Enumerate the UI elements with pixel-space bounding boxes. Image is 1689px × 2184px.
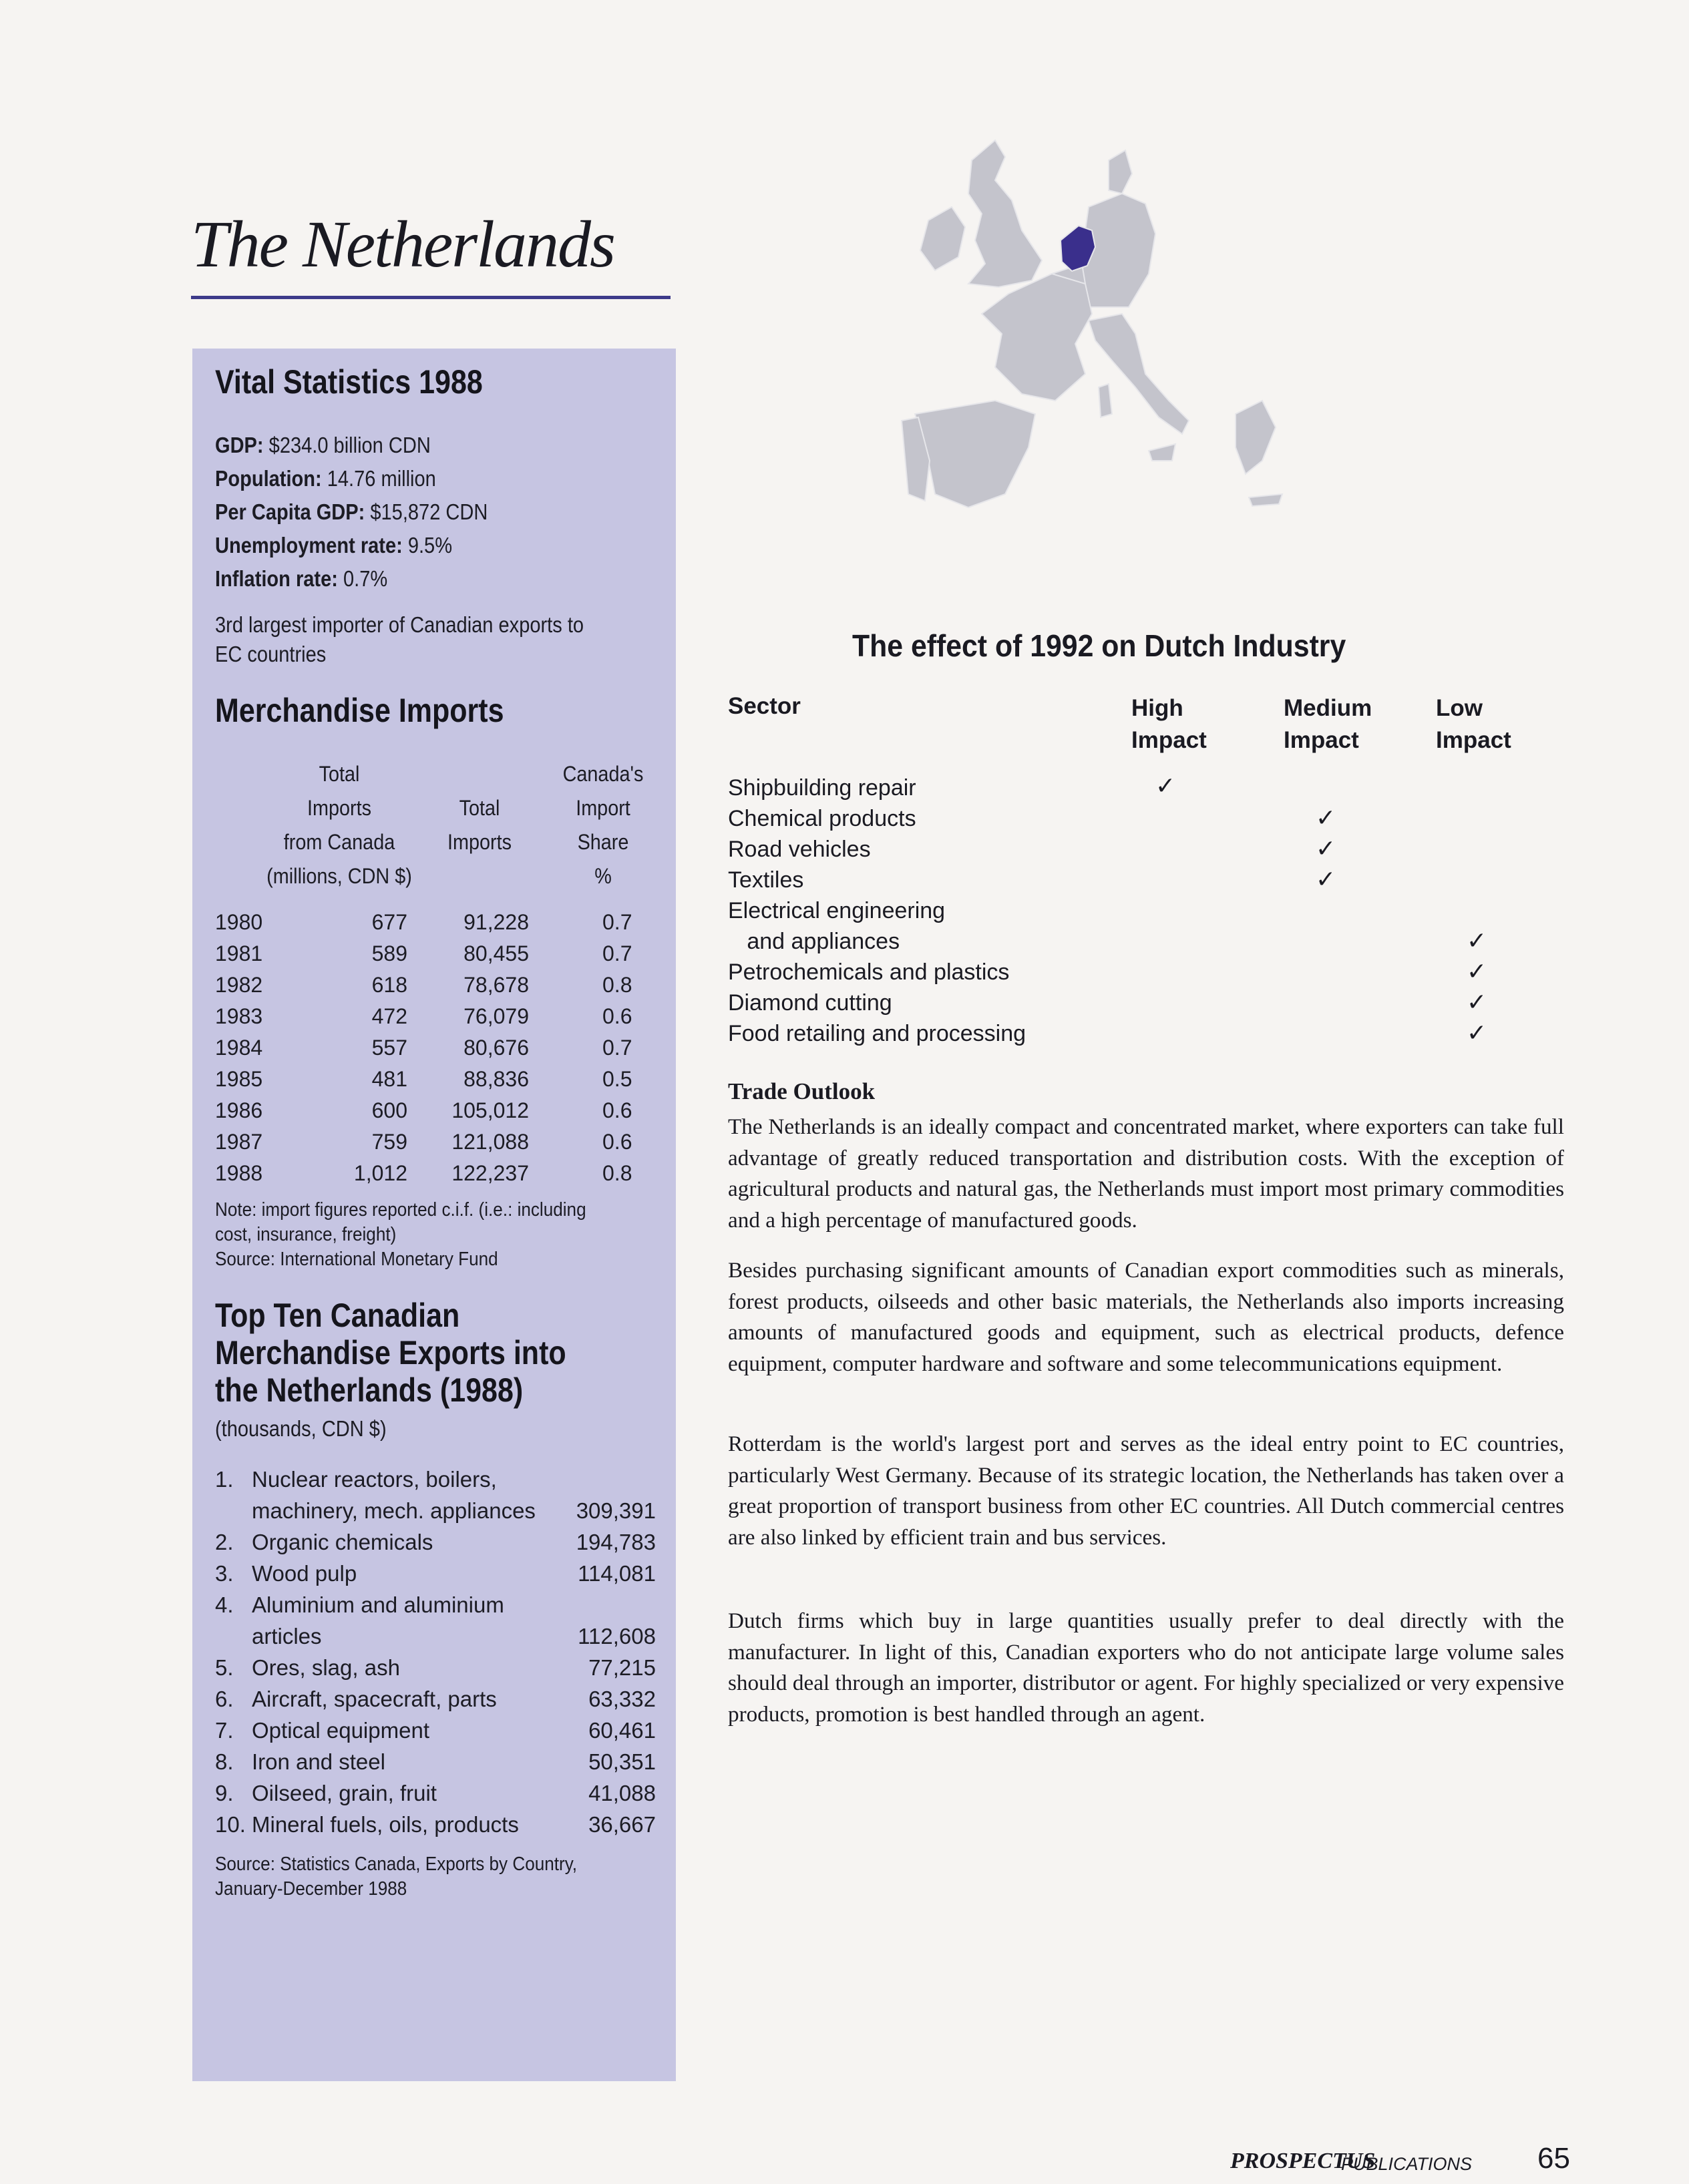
- gdp-line: [215, 429, 431, 462]
- header-line: Imports: [447, 830, 512, 854]
- list-item: [215, 1652, 656, 1683]
- item-label: Mineral fuels, oils, products: [252, 1812, 519, 1837]
- item-value: 194,783: [576, 1530, 656, 1554]
- year-cell: 1980: [215, 910, 263, 934]
- share-cell: 0.5: [602, 1067, 632, 1091]
- check-icon: ✓: [1155, 773, 1176, 800]
- medium-impact-header: [1284, 692, 1372, 756]
- item-number: 9.: [215, 1781, 234, 1805]
- vital-statistics-heading: Vital Statistics 1988: [215, 363, 483, 401]
- canada-imports-cell: 759: [371, 1130, 407, 1154]
- table-row: [215, 1126, 656, 1158]
- imports-note-2: cost, insurance, freight): [215, 1224, 397, 1245]
- year-cell: 1988: [215, 1161, 263, 1185]
- item-number: 4.: [215, 1592, 234, 1617]
- publisher-logo: PROSPECTUS: [1230, 2149, 1376, 2173]
- exports-units: (thousands, CDN $): [215, 1416, 387, 1441]
- total-imports-cell: 80,455: [463, 941, 529, 965]
- map-sardinia: [1099, 384, 1112, 417]
- trade-outlook-heading: Trade Outlook: [728, 1078, 876, 1104]
- sector-row-label: Road vehicles: [728, 837, 871, 862]
- item-number: 3.: [215, 1561, 234, 1586]
- title-rule: [191, 296, 671, 299]
- exports-source-1: Source: Statistics Canada, Exports by Country,: [215, 1853, 578, 1875]
- header-line: Imports: [307, 796, 372, 820]
- per-capita-gdp-line: [215, 495, 488, 529]
- header-line: Total: [459, 796, 500, 820]
- sector-row-label: Diamond cutting: [728, 990, 892, 1016]
- inflation-value: 0.7%: [337, 566, 388, 591]
- check-icon: ✓: [1316, 835, 1336, 863]
- outlook-paragraph-1: The Netherlands is an ideally compact and concentrated market, where exporters can take full advantage of greatly reduced transportation and distribution costs. With the exception of agricultural products and natural gas, the Netherlands must import most primary commodities and a high percentage of manufactured goods.: [728, 1114, 1564, 1233]
- item-label: Wood pulp: [252, 1561, 357, 1586]
- table-row: [215, 1064, 656, 1095]
- header-line: Total: [319, 762, 360, 786]
- exports-heading-1: Top Ten Canadian: [215, 1297, 460, 1334]
- canada-imports-cell: 618: [371, 973, 407, 997]
- list-item: [215, 1715, 656, 1746]
- population-value: 14.76 million: [321, 466, 436, 491]
- list-item: [215, 1683, 656, 1715]
- low-impact-header: [1436, 692, 1511, 756]
- share-cell: 0.7: [602, 941, 632, 965]
- share-cell: 0.8: [602, 1161, 632, 1185]
- check-icon: ✓: [1316, 805, 1336, 832]
- item-label-line: articles: [252, 1624, 322, 1649]
- year-cell: 1983: [215, 1004, 263, 1028]
- item-label: Organic chemicals: [252, 1530, 433, 1554]
- unemployment-line: [215, 529, 452, 562]
- year-cell: 1984: [215, 1036, 263, 1060]
- importer-rank-note-1: 3rd largest importer of Canadian exports to: [215, 612, 584, 637]
- exports-heading-2: Merchandise Exports into: [215, 1334, 566, 1371]
- canada-imports-cell: 557: [371, 1036, 407, 1060]
- item-value: 112,608: [578, 1624, 656, 1649]
- check-icon: ✓: [1467, 1020, 1487, 1047]
- map-denmark: [1109, 150, 1132, 194]
- item-number: 5.: [215, 1655, 234, 1680]
- statistics-sidebar: [192, 349, 676, 2081]
- item-number: 6.: [215, 1687, 234, 1711]
- table-row: [215, 1095, 656, 1126]
- per-capita-gdp-value: $15,872 CDN: [365, 499, 488, 524]
- population-label: Population:: [215, 466, 322, 491]
- item-value: 114,081: [578, 1561, 656, 1586]
- total-imports-cell: 76,079: [463, 1004, 529, 1028]
- unemployment-value: 9.5%: [402, 533, 453, 558]
- header-line: Impact: [1131, 727, 1207, 753]
- sector-row-label: Shipbuilding repair: [728, 775, 916, 801]
- total-imports-cell: 105,012: [451, 1098, 529, 1122]
- imports-source: Source: International Monetary Fund: [215, 1249, 498, 1270]
- canada-imports-cell: 1,012: [353, 1161, 407, 1185]
- map-crete: [1249, 494, 1282, 506]
- map-spain: [915, 401, 1035, 507]
- share-cell: 0.7: [602, 910, 632, 934]
- year-cell: 1982: [215, 973, 263, 997]
- population-line: [215, 462, 436, 495]
- item-label-line: Nuclear reactors, boilers,: [252, 1467, 497, 1492]
- item-value: 41,088: [588, 1781, 656, 1805]
- header-line: %: [594, 864, 612, 888]
- item-value: 63,332: [588, 1687, 656, 1711]
- item-number: 10.: [215, 1812, 246, 1837]
- canada-imports-cell: 472: [371, 1004, 407, 1028]
- check-icon: ✓: [1467, 927, 1487, 955]
- sector-row-label: and appliances: [728, 929, 900, 954]
- list-item: [215, 1809, 656, 1840]
- header-line: Canada's: [562, 762, 644, 786]
- map-ireland: [920, 207, 965, 270]
- header-line: Impact: [1284, 727, 1359, 753]
- imports-note-1: Note: import figures reported c.i.f. (i.e.: including: [215, 1199, 586, 1221]
- inflation-line: [215, 562, 387, 596]
- table-row: [215, 907, 656, 938]
- outlook-paragraph-3: Rotterdam is the world's largest port and serves as the ideal entry point to EC countries, particularly West Germany. Because of its strategic location, the Netherlands has taken over a great proportion of transport business from other EC countries. All Dutch commercial centres are also linked by efficient train and bus services.: [728, 1432, 1564, 1550]
- total-imports-cell: 91,228: [463, 910, 529, 934]
- exports-source-2: January-December 1988: [215, 1878, 407, 1900]
- sector-row-label: Chemical products: [728, 806, 916, 831]
- item-number: 1.: [215, 1467, 234, 1492]
- map-great-britain: [968, 140, 1042, 287]
- table-row: [215, 1158, 656, 1189]
- item-label: [252, 1464, 566, 1526]
- item-label: Aircraft, spacecraft, parts: [252, 1687, 497, 1711]
- map-sicily: [1149, 444, 1175, 461]
- sector-row-label: Textiles: [728, 867, 804, 893]
- share-cell: 0.6: [602, 1004, 632, 1028]
- canada-imports-cell: 677: [371, 910, 407, 934]
- list-item: [215, 1526, 656, 1558]
- item-number: 7.: [215, 1718, 234, 1743]
- share-cell: 0.8: [602, 973, 632, 997]
- imports-col-canada-header: [264, 757, 415, 893]
- year-cell: 1985: [215, 1067, 263, 1091]
- item-label: Optical equipment: [252, 1718, 429, 1743]
- sector-row-label: Electrical engineering: [728, 898, 946, 923]
- item-label-line: Aluminium and aluminium: [252, 1592, 504, 1617]
- total-imports-cell: 122,237: [451, 1161, 529, 1185]
- item-value: 36,667: [588, 1812, 656, 1837]
- item-number: 8.: [215, 1749, 234, 1774]
- check-icon: ✓: [1316, 866, 1336, 893]
- canada-imports-cell: 481: [371, 1067, 407, 1091]
- importer-rank-note-2: EC countries: [215, 642, 327, 666]
- header-line: Low: [1436, 695, 1483, 721]
- sector-row-label: Food retailing and processing: [728, 1021, 1026, 1046]
- list-item: [215, 1558, 656, 1589]
- sector-row-label: Petrochemicals and plastics: [728, 959, 1010, 985]
- gdp-value: $234.0 billion CDN: [263, 433, 431, 457]
- inflation-label: Inflation rate:: [215, 566, 338, 591]
- exports-heading-3: the Netherlands (1988): [215, 1371, 524, 1409]
- publisher-logo-subtitle: PUBLICATIONS: [1341, 2154, 1473, 2174]
- table-row: [215, 1001, 656, 1032]
- item-number: 2.: [215, 1530, 234, 1554]
- share-cell: 0.6: [602, 1130, 632, 1154]
- sector-header: Sector: [728, 693, 801, 719]
- header-line: (millions, CDN $): [266, 864, 412, 888]
- year-cell: 1986: [215, 1098, 263, 1122]
- table-row: [215, 1032, 656, 1064]
- item-label: [252, 1589, 566, 1652]
- total-imports-cell: 121,088: [451, 1130, 529, 1154]
- item-value: 309,391: [576, 1498, 656, 1523]
- share-cell: 0.7: [602, 1036, 632, 1060]
- canada-imports-cell: 600: [371, 1098, 407, 1122]
- item-label: Ores, slag, ash: [252, 1655, 400, 1680]
- high-impact-header: [1131, 692, 1207, 756]
- share-cell: 0.6: [602, 1098, 632, 1122]
- item-value: 50,351: [588, 1749, 656, 1774]
- header-line: from Canada: [283, 830, 395, 854]
- table-row: [215, 938, 656, 969]
- per-capita-gdp-label: Per Capita GDP:: [215, 499, 365, 524]
- merchandise-imports-heading: Merchandise Imports: [215, 692, 504, 729]
- header-line: Impact: [1436, 727, 1511, 753]
- outlook-paragraph-4: Dutch firms which buy in large quantities usually prefer to deal directly with the manufacturer. In light of this, Canadian exporters who do not anticipate large volume sales should deal through an importer, distributor or agent. For highly specialized or very expensive products, promotion is best handled through an agent.: [728, 1608, 1564, 1727]
- total-imports-cell: 78,678: [463, 973, 529, 997]
- check-icon: ✓: [1467, 989, 1487, 1016]
- canada-imports-cell: 589: [371, 941, 407, 965]
- item-value: 77,215: [588, 1655, 656, 1680]
- header-line: Import: [576, 796, 630, 820]
- year-cell: 1981: [215, 941, 263, 965]
- year-cell: 1987: [215, 1130, 263, 1154]
- map-greece: [1236, 401, 1276, 474]
- total-imports-cell: 88,836: [463, 1067, 529, 1091]
- header-line: High: [1131, 695, 1183, 721]
- imports-col-total-header: [425, 791, 534, 859]
- outlook-paragraph-2: Besides purchasing significant amounts of Canadian export commodities such as minerals, forest products, oilseeds and other basic materials, the Netherlands also imports increasing amounts of manufactured goods and equipment, such as electrical products, defence equipment, computer hardware and software and some telecommunications equipment.: [728, 1258, 1564, 1376]
- item-label: Iron and steel: [252, 1749, 385, 1774]
- item-label: Oilseed, grain, fruit: [252, 1781, 437, 1805]
- unemployment-label: Unemployment rate:: [215, 533, 403, 558]
- map-france: [982, 274, 1092, 401]
- table-row: [215, 969, 656, 1001]
- list-item: [215, 1777, 656, 1809]
- header-line: Share: [577, 830, 629, 854]
- item-value: 60,461: [588, 1718, 656, 1743]
- gdp-label: GDP:: [215, 433, 264, 457]
- check-icon: ✓: [1467, 958, 1487, 986]
- imports-col-share-header: [558, 757, 648, 893]
- page-title: The Netherlands: [191, 207, 614, 281]
- list-item: [215, 1589, 656, 1652]
- list-item: [215, 1746, 656, 1777]
- page-number: 65: [1537, 2142, 1570, 2175]
- total-imports-cell: 80,676: [463, 1036, 529, 1060]
- header-line: Medium: [1284, 695, 1372, 721]
- list-item: [215, 1464, 656, 1526]
- europe-map: [888, 120, 1489, 601]
- item-label-line: machinery, mech. appliances: [252, 1498, 536, 1523]
- effect-table-title: The effect of 1992 on Dutch Industry: [852, 628, 1346, 663]
